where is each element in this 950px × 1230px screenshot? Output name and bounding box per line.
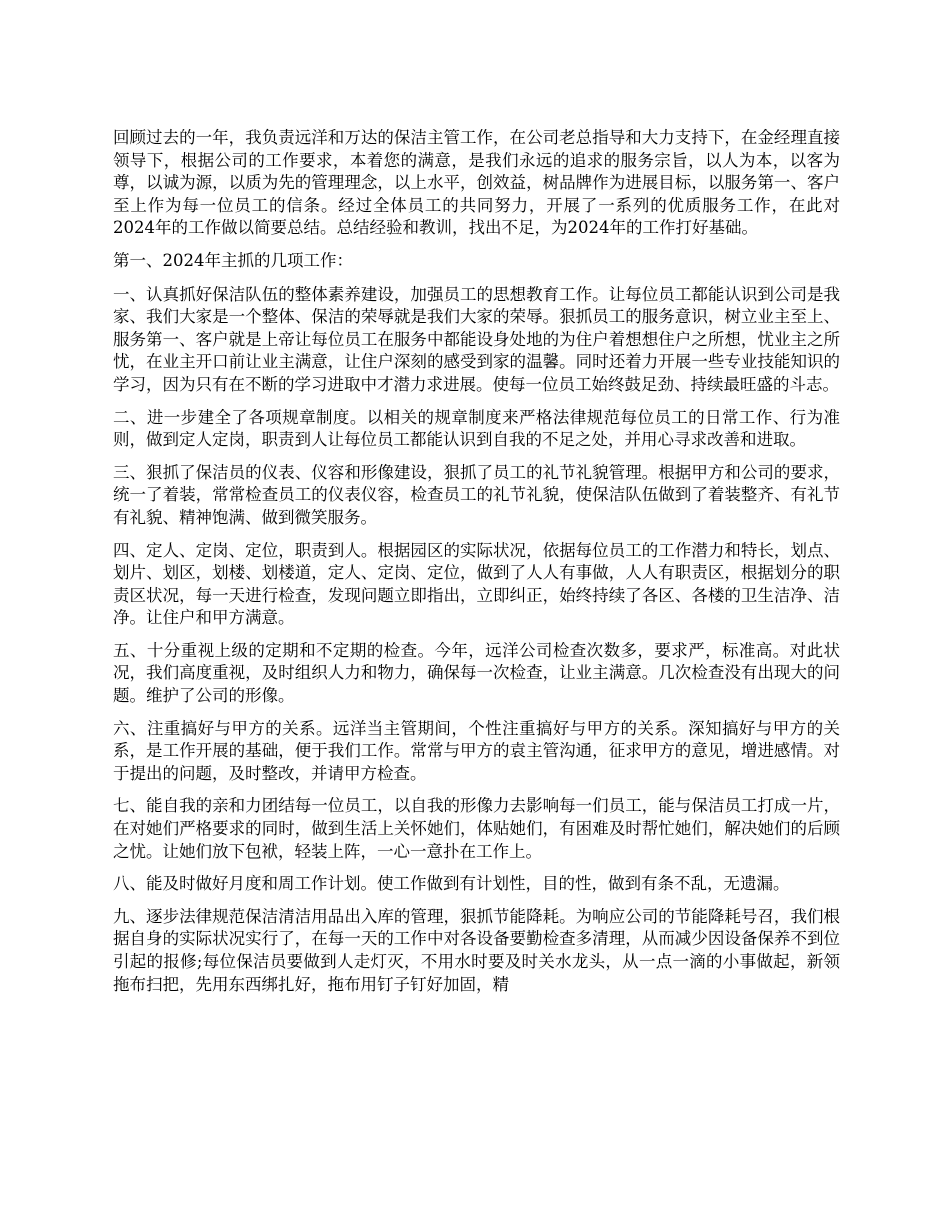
item-6-paragraph: 六、注重搞好与甲方的关系。远洋当主管期间，个性注重搞好与甲方的关系。深知搞好与甲方的关系，是工作开展的基础，便于我们工作。常常与甲方的袁主管沟通，征求甲方的意见，增进感情。对于提出的问题，及时整改，并请甲方检查。 xyxy=(113,718,840,783)
item-2-paragraph: 二、进一步建全了各项规章制度。以相关的规章制度来严格法律规范每位员工的日常工作、行为准则，做到定人定岗，职责到人让每位员工都能认识到自我的不足之处，并用心寻求改善和进取。 xyxy=(113,407,840,450)
item-8-paragraph: 八、能及时做好月度和周工作计划。使工作做到有计划性，目的性，做到有条不乱，无遗漏。 xyxy=(113,874,790,894)
item-3-paragraph: 三、狠抓了保洁员的仪表、仪容和形像建设，狠抓了员工的礼节礼貌管理。根据甲方和公司的要求，统一了着装，常常检查员工的仪表仪容，检查员工的礼节礼貌，使保洁队伍做到了着装整齐、有礼节有礼貌、精神饱满、做到微笑服务。 xyxy=(113,462,840,527)
item-9-paragraph: 九、逐步法律规范保洁清洁用品出入库的管理，狠抓节能降耗。为响应公司的节能降耗号召，我们根据自身的实际状况实行了，在每一天的工作中对各设备要勤检查多清理，从而减少因设备保养不到位引起的报修;每位保洁员要做到人走灯灭，不用水时要及时关水龙头，从一点一滴的小事做起，新领拖布扫把，先用东西绑扎好，拖布用钉子钉好加固，精 xyxy=(113,906,840,994)
item-7-paragraph: 七、能自我的亲和力团结每一位员工，以自我的形像力去影响每一们员工，能与保洁员工打成一片，在对她们严格要求的同时，做到生活上关怀她们，体贴她们，有困难及时帮忙她们，解决她们的后顾之忧。让她们放下包袱，轻装上阵，一心一意扑在工作上。 xyxy=(113,796,840,861)
section-heading: 第一、2024年主抓的几项工作： xyxy=(113,250,353,270)
item-1-paragraph: 一、认真抓好保洁队伍的整体素养建设，加强员工的思想教育工作。让每位员工都能认识到公司是我家、我们大家是一个整体、保洁的荣辱就是我们大家的荣辱。狠抓员工的服务意识，树立业主至上、服务第一、客户就是上帝让每位员工在服务中都能设身处地的为住户着想想住户之所想，忧业主之所忧，在业主开口前让业主满意，让住户深刻的感受到家的温馨。同时还着力开展一些专业技能知识的学习，因为只有在不断的学习进取中才潜力求进展。使每一位员工始终鼓足劲、持续最旺盛的斗志。 xyxy=(113,284,840,394)
item-5-paragraph: 五、十分重视上级的定期和不定期的检查。今年，远洋公司检查次数多，要求严，标准高。对此状况，我们高度重视，及时组织人力和物力，确保每一次检查，让业主满意。几次检查没有出现大的问题。维护了公司的形像。 xyxy=(113,640,840,706)
document-body xyxy=(113,127,840,1006)
intro-paragraph: 回顾过去的一年，我负责远洋和万达的保洁主管工作，在公司老总指导和大力支持下，在金经理直接领导下，根据公司的工作要求，本着您的满意，是我们永远的追求的服务宗旨，以人为本，以客为尊，以诚为源，以质为先的管理理念，以上水平，创效益，树品牌作为进展目标，以服务第一、客户至上作为每一位员工的信条。经过全体员工的共同努力，开展了一系列的优质服务工作，在此对2024年的工作做以简要总结。总结经验和教训，找出不足，为2024年的工作打好基础。 xyxy=(113,128,840,238)
item-4-paragraph: 四、定人、定岗、定位，职责到人。根据园区的实际状况，依据每位员工的工作潜力和特长，划点、划片、划区，划楼、划楼道，定人、定岗、定位，做到了人人有事做，人人有职责区，根据划分的职责区状况，每一天进行检查，发现问题立即指出，立即纠正，始终持续了各区、各楼的卫生洁净、洁净。让住户和甲方满意。 xyxy=(113,540,840,628)
